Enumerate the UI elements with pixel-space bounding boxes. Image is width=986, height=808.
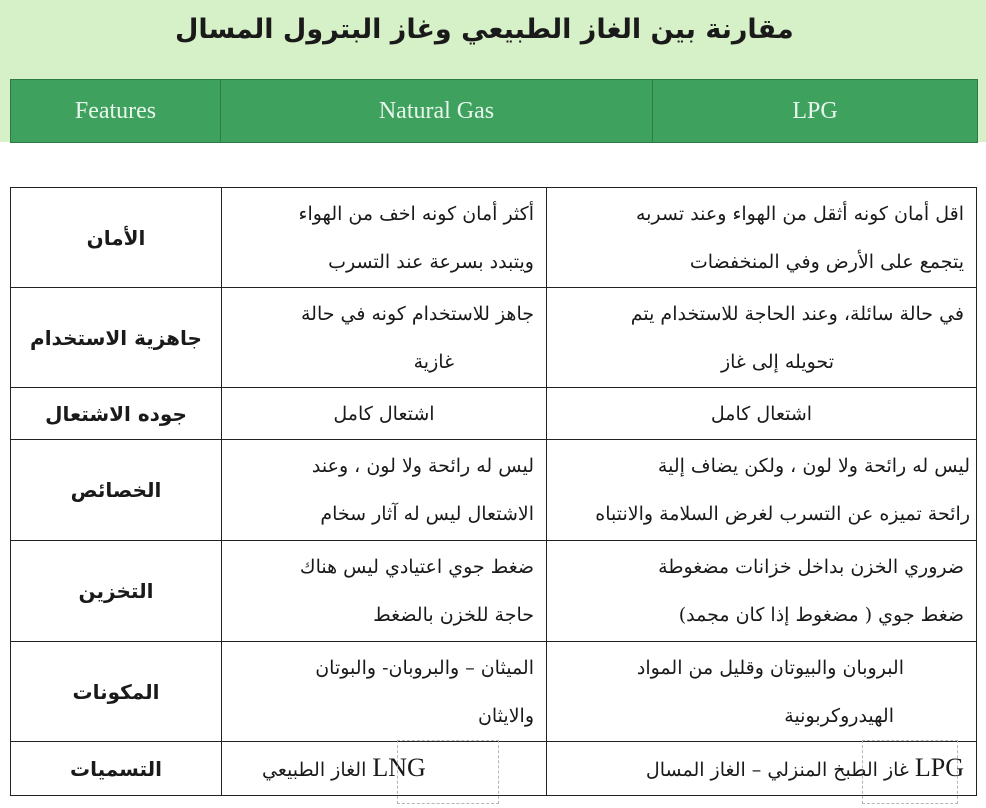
- cell-line: ضغط جوي اعتيادي ليس هناك: [299, 556, 534, 578]
- natural-gas-cell: [222, 440, 547, 541]
- comparison-table: [10, 187, 977, 796]
- lng-abbreviation: LNG: [372, 752, 426, 782]
- cell-line: يتجمع على الأرض وفي المنخفضات: [689, 250, 964, 273]
- natural-gas-cell: [222, 642, 547, 742]
- cell-line: والايثان: [477, 704, 534, 727]
- feature-cell: التسميات: [11, 742, 222, 796]
- cell-line: رائحة تميزه عن التسرب لغرض السلامة والانتباه: [595, 503, 970, 525]
- cell-line: أكثر أمان كونه اخف من الهواء: [298, 202, 534, 225]
- header-natural-gas: Natural Gas: [221, 80, 653, 142]
- natural-gas-cell: [222, 541, 547, 642]
- lpg-cell: [547, 541, 977, 642]
- feature-cell: جاهزية الاستخدام: [11, 288, 222, 388]
- lpg-cell: [547, 288, 977, 388]
- feature-cell: جوده الاشتعال: [11, 388, 222, 440]
- table-row: [11, 440, 977, 541]
- feature-cell: الأمان: [11, 188, 222, 288]
- cell-line: ويتبدد بسرعة عند التسرب: [328, 250, 534, 273]
- header-lpg: LPG: [792, 97, 838, 124]
- cell-line: ضروري الخزن بداخل خزانات مضغوطة: [658, 556, 964, 578]
- table-row: [11, 288, 977, 388]
- cell-line: جاهز للاستخدام كونه في حالة: [300, 302, 534, 325]
- lpg-cell: [547, 388, 977, 440]
- cell-line: ضغط جوي ( مضغوط إذا كان مجمد): [678, 604, 964, 626]
- natural-gas-cell: [222, 188, 547, 288]
- cell-line: غازية: [413, 350, 454, 373]
- selection-box: [862, 740, 958, 804]
- feature-cell: المكونات: [11, 642, 222, 742]
- table-row: [11, 188, 977, 288]
- lpg-name: غاز الطبخ المنزلي – الغاز المسال: [645, 758, 909, 781]
- cell-line: الميثان – والبروبان- والبوتان: [315, 656, 534, 679]
- cell-line: ليس له رائحة ولا لون ، ولكن يضاف إلية: [657, 455, 970, 477]
- cell-line: تحويله إلى غاز: [720, 350, 834, 373]
- feature-cell: الخصائص: [11, 440, 222, 541]
- lpg-cell: [547, 188, 977, 288]
- cell-line: الهيدروكربونية: [784, 704, 894, 727]
- cell-line: ليس له رائحة ولا لون ، وعند: [311, 455, 534, 477]
- page-title: مقارنة بين الغاز الطبيعي وغاز البترول المسال: [175, 14, 794, 45]
- table-row: [11, 541, 977, 642]
- cell-line: في حالة سائلة، وعند الحاجة للاستخدام يتم: [630, 302, 964, 325]
- natural-gas-name: الغاز الطبيعي: [262, 758, 367, 781]
- lpg-abbreviation: LPG: [914, 752, 964, 782]
- table-header: [10, 79, 978, 143]
- feature-cell: التخزين: [11, 541, 222, 642]
- table-row: [11, 642, 977, 742]
- lpg-cell: [547, 642, 977, 742]
- cell-line: الاشتعال ليس له آثار سخام: [320, 503, 534, 525]
- title-bar: [0, 0, 986, 72]
- table-row: [11, 388, 977, 440]
- cell-line: اشتعال كامل: [710, 402, 813, 425]
- cell-line: حاجة للخزن بالضغط: [373, 604, 534, 626]
- natural-gas-cell: [222, 388, 547, 440]
- cell-line: اشتعال كامل: [333, 402, 435, 425]
- selection-box: [397, 740, 499, 804]
- header-features: Features: [11, 80, 221, 142]
- cell-line: البروبان والبيوتان وقليل من المواد: [636, 656, 904, 679]
- natural-gas-cell: [222, 288, 547, 388]
- cell-line: اقل أمان كونه أثقل من الهواء وعند تسربه: [635, 202, 964, 225]
- lpg-cell: [547, 440, 977, 541]
